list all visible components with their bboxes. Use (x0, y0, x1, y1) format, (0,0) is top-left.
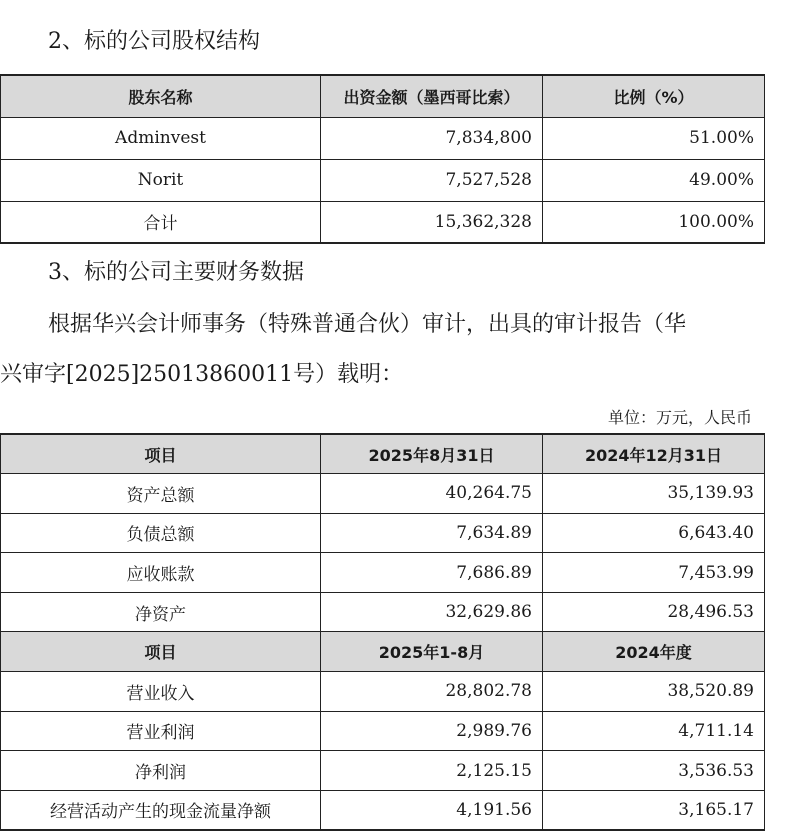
cell-value: 28,802.78 (321, 672, 543, 712)
cell-amount: 7,527,528 (321, 159, 543, 201)
cell-item: 营业收入 (1, 672, 321, 712)
cell-name: Adminvest (1, 117, 321, 159)
table-row (1, 513, 765, 553)
header-shareholder: 股东名称 (1, 75, 321, 117)
equity-table (0, 74, 765, 244)
cell-item: 营业利润 (1, 711, 321, 751)
table-row (1, 553, 765, 593)
cut-off-text-line (0, 0, 800, 8)
table-row (1, 159, 765, 201)
cell-item: 净资产 (1, 592, 321, 632)
section-title-equity: 2、标的公司股权结构 (48, 29, 260, 54)
cell-value: 32,629.86 (321, 592, 543, 632)
cell-item: 经营活动产生的现金流量净额 (1, 790, 321, 830)
header-item: 项目 (1, 434, 321, 474)
cell-value: 6,643.40 (543, 513, 765, 553)
header-ratio: 比例（%） (543, 75, 765, 117)
header-item: 项目 (1, 632, 321, 672)
income-header-row (1, 632, 765, 672)
table-row (1, 592, 765, 632)
header-amount: 出资金额（墨西哥比索） (321, 75, 543, 117)
cell-value: 7,453.99 (543, 553, 765, 593)
cell-value: 28,496.53 (543, 592, 765, 632)
paragraph-line-2: 兴审字[2025]25013860011号）载明： (0, 362, 404, 387)
cell-value: 40,264.75 (321, 474, 543, 514)
table-row (1, 672, 765, 712)
cell-item: 负债总额 (1, 513, 321, 553)
cell-ratio: 51.00% (543, 117, 765, 159)
header-period-2024: 2024年度 (543, 632, 765, 672)
header-date-2024: 2024年12月31日 (543, 434, 765, 474)
cell-amount: 15,362,328 (321, 201, 543, 243)
cell-ratio: 100.00% (543, 201, 765, 243)
finance-table (0, 433, 765, 831)
cell-value: 3,536.53 (543, 751, 765, 791)
unit-note: 单位：万元，人民币 (607, 408, 752, 427)
cell-value: 7,634.89 (321, 513, 543, 553)
paragraph-line-1: 根据华兴会计师事务（特殊普通合伙）审计，出具的审计报告（华 (48, 312, 687, 337)
cell-value: 35,139.93 (543, 474, 765, 514)
header-date-2025: 2025年8月31日 (321, 434, 543, 474)
table-row (1, 117, 765, 159)
table-row (1, 711, 765, 751)
cell-value: 2,125.15 (321, 751, 543, 791)
equity-table-header-row (1, 75, 765, 117)
cell-value: 7,686.89 (321, 553, 543, 593)
cell-name: 合计 (1, 201, 321, 243)
cell-name: Norit (1, 159, 321, 201)
cell-item: 资产总额 (1, 474, 321, 514)
cell-ratio: 49.00% (543, 159, 765, 201)
cell-item: 应收账款 (1, 553, 321, 593)
cell-item: 净利润 (1, 751, 321, 791)
cell-value: 38,520.89 (543, 672, 765, 712)
cell-value: 2,989.76 (321, 711, 543, 751)
balance-header-row (1, 434, 765, 474)
cell-amount: 7,834,800 (321, 117, 543, 159)
header-period-2025: 2025年1-8月 (321, 632, 543, 672)
table-row (1, 474, 765, 514)
cell-value: 4,711.14 (543, 711, 765, 751)
cell-value: 4,191.56 (321, 790, 543, 830)
table-row (1, 790, 765, 830)
cell-value: 3,165.17 (543, 790, 765, 830)
table-row (1, 751, 765, 791)
table-row-total (1, 201, 765, 243)
section-title-finance: 3、标的公司主要财务数据 (48, 260, 304, 285)
